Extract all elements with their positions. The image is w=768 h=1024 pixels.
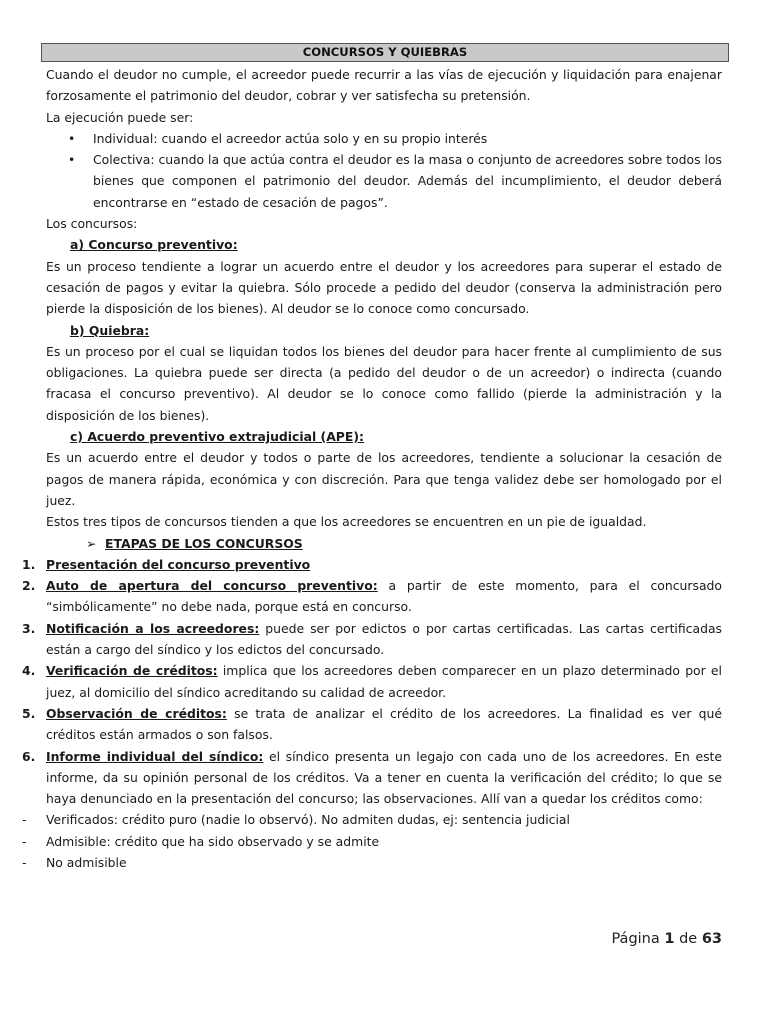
- section-heading: a) Concurso preventivo:: [70, 237, 238, 253]
- page-of: de: [679, 931, 698, 947]
- section-heading: b) Quiebra:: [70, 322, 150, 338]
- list-item: [22, 746, 722, 810]
- stage-text: puede ser por edictos o por cartas certificadas. Las cartas certificadas están a cargo del síndico y los edictos del concursado.: [46, 620, 722, 658]
- list-number: 4.: [22, 663, 36, 679]
- section-heading: c) Acuerdo preventivo extrajudicial (APE):: [70, 429, 364, 445]
- dash-icon: -: [22, 812, 27, 828]
- credit-type-text: No admisible: [46, 854, 127, 870]
- page-number: [560, 931, 722, 947]
- stage-text: implica que los acreedores deben comparecer en un plazo determinado por el juez, al domicilio del síndico acreditando su calidad de acreedor.: [46, 663, 722, 700]
- page-title: CONCURSOS Y QUIEBRAS: [41, 43, 729, 62]
- stage-text: a partir de este momento, para el concursado “simbólicamente” no debe nada, porque está en concurso.: [46, 578, 722, 615]
- section-text: Es un acuerdo entre el deudor y todos o parte de los acreedores, tendiente a solucionar la cesación de pagos de manera rápida, económica y con discreción. Para que tenga validez debe ser homologado por el juez.: [46, 450, 722, 508]
- stage-title: Notificación a los acreedores:: [46, 620, 260, 636]
- section-text: Es un proceso tendiente a lograr un acuerdo entre el deudor y los acreedores para superar el estado de cesación de pagos y evitar la quiebra. Sólo procede a pedido del deudor (conserva la administración pero pierde la disposición de los bienes). Al deudor se lo conoce como concursado.: [46, 258, 722, 317]
- list-item: [22, 618, 722, 661]
- stage-title: Informe individual del síndico:: [46, 748, 264, 764]
- bullet-text: Individual: cuando el acreedor actúa solo y en su propio interés: [93, 130, 488, 146]
- credit-type-text: Admisible: crédito que ha sido observado y se admite: [46, 833, 380, 849]
- execution-intro: La ejecución puede ser:: [46, 109, 194, 125]
- list-number: 6.: [22, 748, 36, 764]
- bullet-icon: •: [68, 130, 76, 146]
- stage-title: Auto de apertura del concurso preventivo:: [46, 578, 378, 594]
- list-item: [22, 660, 722, 703]
- list-number: 3.: [22, 620, 36, 636]
- list-item: [22, 554, 722, 575]
- credit-types-list: [22, 809, 722, 873]
- stage-title: Observación de créditos:: [46, 705, 227, 721]
- document-body: [22, 64, 723, 873]
- list-item: [22, 703, 722, 746]
- arrow-icon: ➢: [86, 535, 97, 551]
- list-item: [46, 149, 722, 213]
- stages-list: [22, 554, 722, 810]
- list-item: [46, 128, 722, 149]
- execution-bullet-list: [46, 128, 722, 213]
- dash-icon: -: [22, 833, 27, 849]
- list-item: [22, 831, 722, 852]
- list-item: [22, 575, 722, 618]
- stage-title: Presentación del concurso preventivo: [46, 556, 311, 572]
- list-number: 1.: [22, 556, 36, 572]
- stage-text: el síndico presenta un legajo con cada uno de los acreedores. En este informe, da su opinión personal de los créditos. Va a tener en cuenta la verificación del crédito; lo que se haya denunciado en la presentación del concurso; las observaciones. Allí van a quedar los créditos como:: [46, 748, 723, 807]
- bullet-icon: •: [68, 152, 76, 168]
- equality-note: Estos tres tipos de concursos tienden a que los acreedores se encuentren en un pie de igualdad.: [46, 514, 647, 530]
- dash-icon: -: [22, 854, 27, 870]
- stage-text: se trata de analizar el crédito de los acreedores. La finalidad es ver qué créditos están armados o son falsos.: [46, 705, 722, 743]
- stages-heading: ➢ ETAPAS DE LOS CONCURSOS: [86, 535, 303, 551]
- concursos-intro: Los concursos:: [46, 216, 138, 232]
- section-text: Es un proceso por el cual se liquidan todos los bienes del deudor para hacer frente al cumplimiento de sus obligaciones. La quiebra puede ser directa (a pedido del deudor o de un acreedor) o indirecta (cuando fracasa el concurso preventivo). Al deudor se lo conoce como fallido (pierde la administración y la disposición de los bienes).: [46, 343, 722, 423]
- credit-type-text: Verificados: crédito puro (nadie lo observó). No admiten dudas, ej: sentencia judicial: [46, 812, 570, 828]
- stage-title: Verificación de créditos:: [46, 663, 218, 679]
- current-page: 1: [664, 931, 675, 947]
- list-item: [22, 809, 722, 830]
- list-item: [22, 852, 722, 873]
- list-number: 2.: [22, 578, 36, 594]
- bullet-text: Colectiva: cuando la que actúa contra el deudor es la masa o conjunto de acreedores sobre todos los bienes que componen el patrimonio del deudor. Además del incumplimiento, el deudor deberá encontrarse en “estado de cesación de pagos”.: [93, 152, 722, 210]
- total-pages: 63: [701, 931, 722, 947]
- list-number: 5.: [22, 705, 36, 721]
- intro-paragraph: Cuando el deudor no cumple, el acreedor puede recurrir a las vías de ejecución y liquidación para enajenar forzosamente el patrimonio del deudor, cobrar y ver satisfecha su pretensión.: [46, 67, 722, 104]
- page-label: Página: [611, 931, 660, 947]
